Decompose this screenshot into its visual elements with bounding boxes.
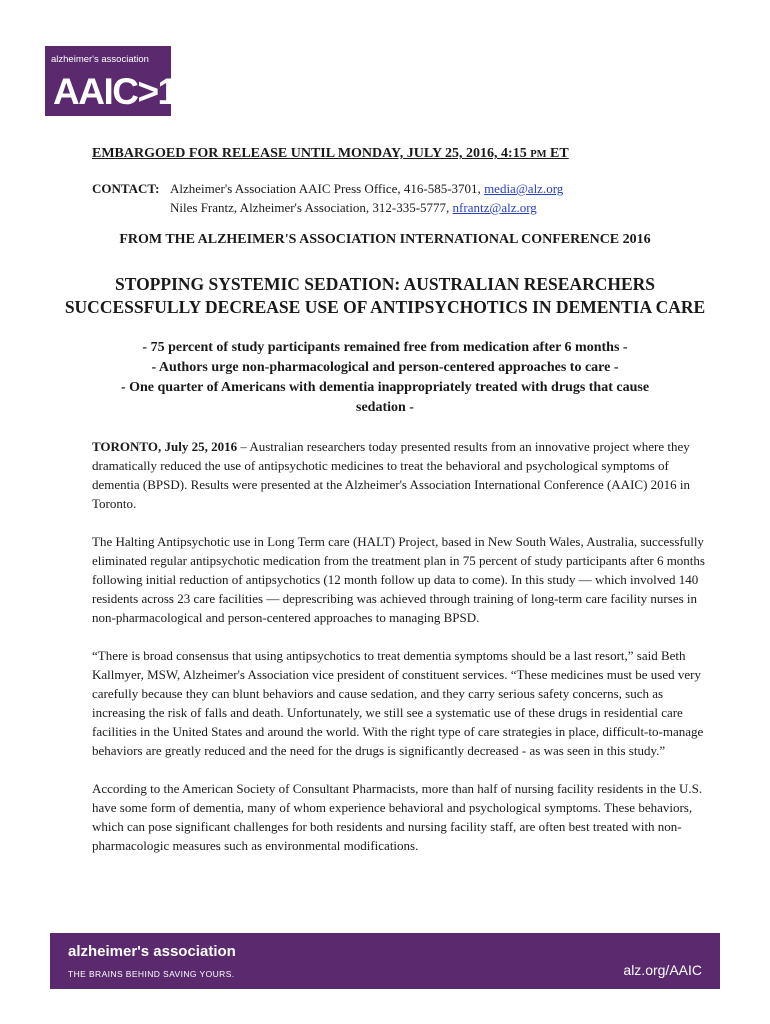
subhead-1: - 75 percent of study participants remained free from medication after 6 months -	[142, 340, 628, 355]
contact-label: CONTACT:	[92, 181, 160, 196]
footer-tagline: THE BRAINS BEHIND SAVING YOURS.	[68, 969, 235, 979]
aaic-logo	[45, 46, 196, 116]
footer-url[interactable]: alz.org/AAIC	[623, 962, 702, 978]
headline	[0, 273, 770, 319]
contact-line-2-text: Niles Frantz, Alzheimer's Association, 312-335-5777,	[170, 200, 453, 215]
footer-brand	[68, 943, 236, 960]
contact-email-media[interactable]: media@alz.org	[484, 181, 564, 196]
press-release-body	[92, 437, 712, 874]
footer-brand-text: alzheimer's association	[68, 943, 236, 960]
embargo-text: EMBARGOED FOR RELEASE UNTIL MONDAY, JULY 25, 2016, 4:15	[92, 146, 531, 161]
footer-banner	[50, 933, 720, 989]
embargo-pm: PM	[530, 149, 547, 160]
embargo-notice	[92, 146, 569, 162]
subhead-2: - Authors urge non-pharmacological and person-centered approaches to care -	[151, 360, 619, 375]
conference-line: FROM THE ALZHEIMER'S ASSOCIATION INTERNATIONAL CONFERENCE 2016	[119, 232, 651, 247]
headline-line-2: SUCCESSFULLY DECREASE USE OF ANTIPSYCHOTICS IN DEMENTIA CARE	[64, 297, 706, 317]
embargo-et: ET	[546, 146, 569, 161]
dateline: TORONTO, July 25, 2016	[92, 439, 238, 454]
logo-event: AAIC>16	[53, 71, 196, 112]
paragraph-2: The Halting Antipsychotic use in Long Term care (HALT) Project, based in New South Wales, Australia, successfully eliminated regular antipsychotic medication from the treatment plan in 75 percent of study participants after 6 months following initial reduction of antipsychotics (12 month follow up data to come). In this study — which involved 140 residents across 23 care facilities — deprescribing was achieved through training of long-term care facility nurses in non-pharmacological and person-centered approaches to managing BPSD.	[92, 534, 705, 625]
contact-line-1	[170, 179, 563, 198]
contact-line-1-text: Alzheimer's Association AAIC Press Office, 416-585-3701,	[170, 181, 485, 196]
subhead-4: sedation -	[356, 400, 414, 415]
paragraph-1	[92, 437, 712, 513]
subheads	[0, 338, 770, 418]
paragraph-4: According to the American Society of Consultant Pharmacists, more than half of nursing facility residents in the U.S. have some form of dementia, many of whom experience behavioral and psychological symptoms. These behaviors, which can pose significant challenges for both residents and nursing facility staff, are often best treated with non-pharmacologic measures such as environmental modifications.	[92, 781, 703, 853]
paragraph-1-text: – Australian researchers today presented results from an innovative project where they dramatically reduced the use of antipsychotic medicines to treat the behavioral and psychological symptoms of dementia (BPSD). Results were presented at the Alzheimer's Association International Conference (AAIC) 2016 in Toronto.	[92, 439, 691, 511]
contact-line-2	[170, 198, 537, 217]
subhead-3: - One quarter of Americans with dementia inappropriately treated with drugs that cause	[120, 380, 650, 395]
paragraph-3: “There is broad consensus that using antipsychotics to treat dementia symptoms should be a last resort,” said Beth Kallmyer, MSW, Alzheimer's Association vice president of constituent services. “These medicines must be used very carefully because they can blunt behaviors and cause sedation, and they carry serious safety concerns, such as increasing the risk of falls and death. Unfortunately, we still see a systematic use of these drugs in residential care facilities in the United States and around the world. With the right type of care strategies in place, difficult-to-manage behaviors are greatly reduced and the need for the drugs is significantly decreased - as was seen in this study.”	[92, 648, 704, 758]
contact-email-nfrantz[interactable]: nfrantz@alz.org	[452, 200, 537, 215]
headline-line-1: STOPPING SYSTEMIC SEDATION: AUSTRALIAN RESEARCHERS	[114, 274, 656, 294]
logo-brand: alzheimer's association	[51, 54, 149, 65]
